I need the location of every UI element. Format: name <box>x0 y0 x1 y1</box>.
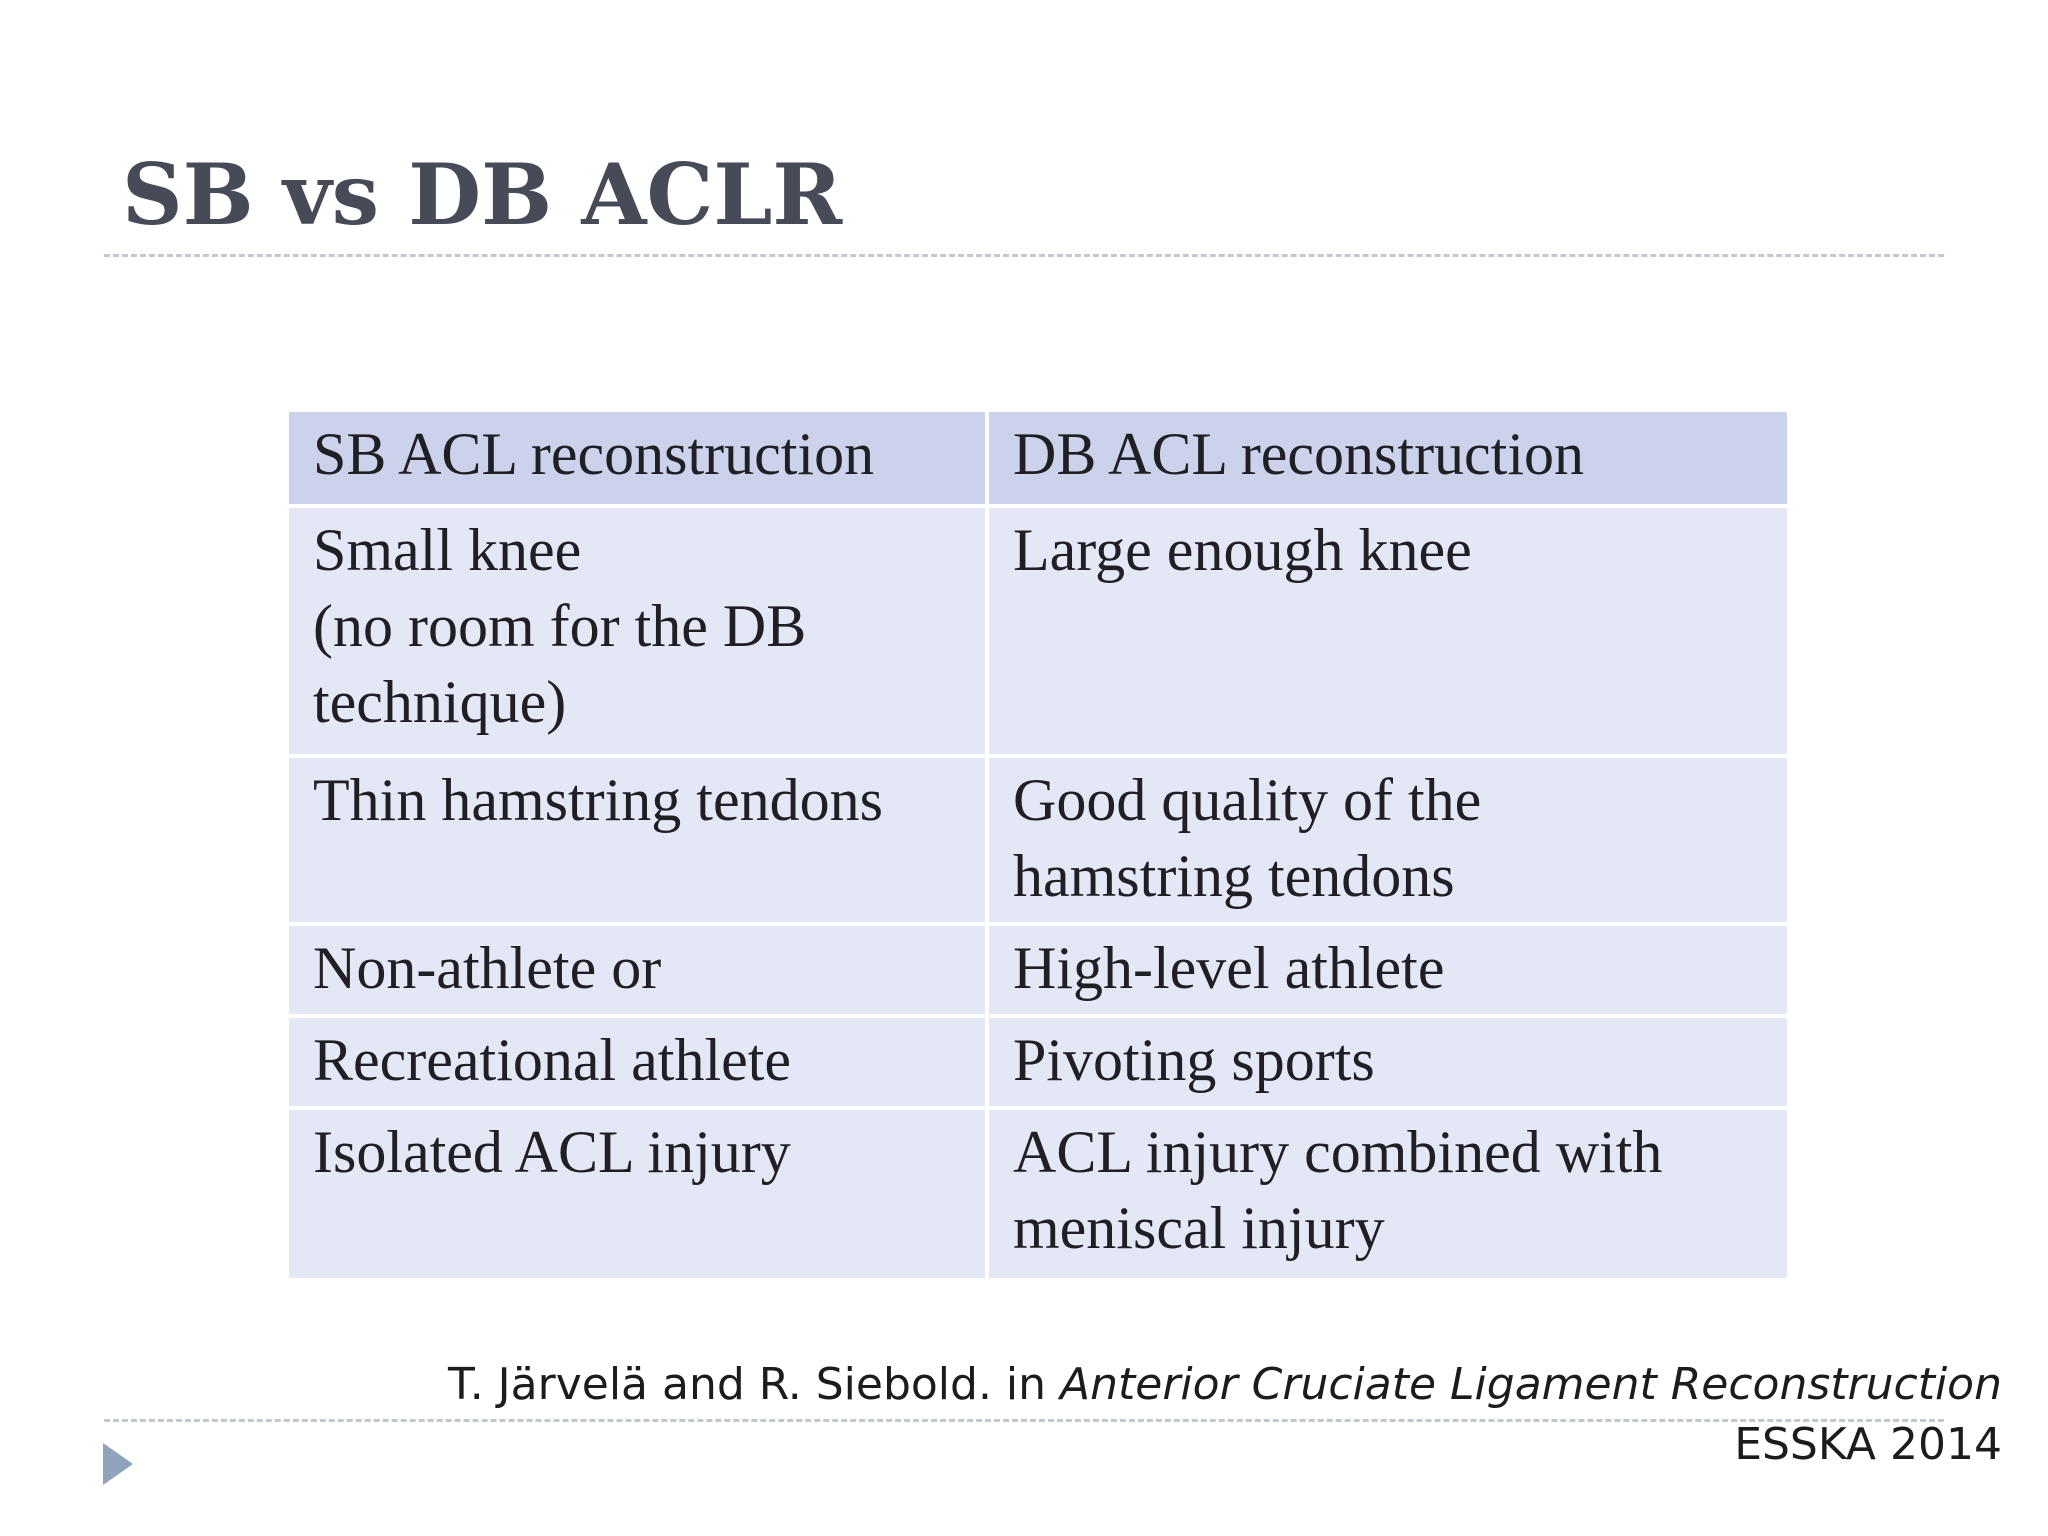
slide-title: SB vs DB ACLR <box>122 145 843 244</box>
table-cell-sb: Small knee (no room for the DB technique) <box>287 506 987 756</box>
table-cell-db: Good quality of the hamstring tendons <box>987 756 1789 924</box>
header-db: DB ACL reconstruction <box>987 410 1789 506</box>
table-row <box>287 924 1789 1016</box>
citation-source-line <box>448 1355 2002 1415</box>
table-row <box>287 756 1789 924</box>
comparison-table <box>285 408 1791 1282</box>
citation-book-title: Anterior Cruciate Ligament Reconstruction <box>1060 1359 2002 1410</box>
table-header-row <box>287 410 1789 506</box>
table-cell-sb: Recreational athlete <box>287 1016 987 1108</box>
citation-authors: T. Järvelä and R. Siebold. in <box>448 1359 1061 1410</box>
table-cell-db: Pivoting sports <box>987 1016 1789 1108</box>
table-cell-sb: Thin hamstring tendons <box>287 756 987 924</box>
comparison-table-container <box>285 408 1787 1282</box>
table-row <box>287 506 1789 756</box>
table-cell-sb: Non-athlete or <box>287 924 987 1016</box>
table-cell-db: High-level athlete <box>987 924 1789 1016</box>
triangle-right-icon <box>103 1443 133 1485</box>
title-divider <box>104 254 1944 257</box>
citation-publisher: ESSKA 2014 <box>1734 1419 2002 1470</box>
table-cell-sb: Isolated ACL injury <box>287 1108 987 1280</box>
citation <box>448 1355 2002 1475</box>
table-cell-db: ACL injury combined with meniscal injury <box>987 1108 1789 1280</box>
table-cell-db: Large enough knee <box>987 506 1789 756</box>
header-sb: SB ACL reconstruction <box>287 410 987 506</box>
footer-divider <box>104 1419 1944 1422</box>
table-row <box>287 1108 1789 1280</box>
table-row <box>287 1016 1789 1108</box>
